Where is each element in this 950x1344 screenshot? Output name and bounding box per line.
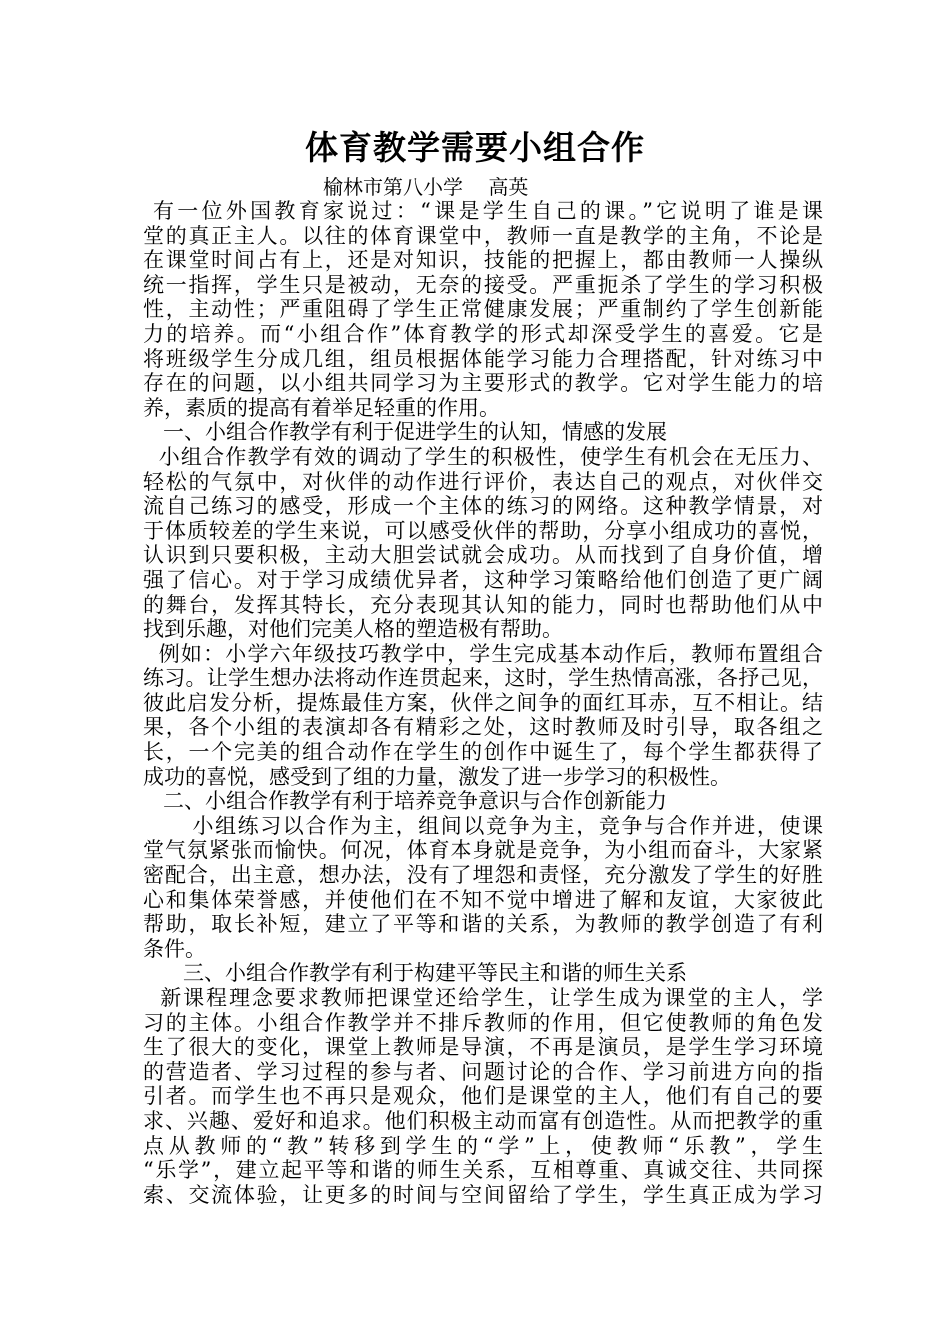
text-line: 心和集体荣誉感，并使他们在不知不觉中增进了解和友谊，大家彼此 [143,887,823,912]
text-line: 认识到只要积极，主动大胆尝试就会成功。从而找到了自身价值，增 [143,543,823,568]
text-line: 二、小组合作教学有利于培养竞争意识与合作创新能力 [143,789,668,814]
text-line: 性，主动性；严重阻碍了学生正常健康发展；严重制约了学生创新能 [143,297,823,322]
text-line: 果，各个小组的表演却各有精彩之处，这时教师及时引导，取各组之 [143,715,823,740]
text-line: 密配合，出主意，想办法，没有了埋怨和责怪，充分激发了学生的好胜 [143,863,823,888]
text-line: 堂气氛紧张而愉快。何况，体育本身就是竞争，为小组而奋斗，大家紧 [143,838,823,863]
document-title: 体育教学需要小组合作 [305,128,645,167]
text-line: 强了信心。对于学习成绩优异者，这种学习策略给他们创造了更广阔 [143,567,823,592]
text-line: 生了很大的变化，课堂上教师是导演，不再是演员，是学生学习环境 [143,1035,823,1060]
text-line: 在课堂时间占有上，还是对知识，技能的把握上，都由教师一人操纵 [143,248,823,273]
text-line: 彼此启发分析，提炼最佳方案，伙伴之间争的面红耳赤，互不相让。结 [143,690,823,715]
text-line: 索、交流体验，让更多的时间与空间留给了学生，学生真正成为学习 [143,1182,823,1207]
text-line: 于体质较差的学生来说，可以感受伙伴的帮助，分享小组成功的喜悦， [143,518,823,543]
document-body [143,199,823,1207]
text-line: 小组练习以合作为主，组间以竞争为主，竞争与合作并进，使课 [143,813,823,838]
text-line: 小组合作教学有效的调动了学生的积极性，使学生有机会在无压力、 [143,444,823,469]
text-line: “乐学”，建立起平等和谐的师生关系，互相尊重、真诚交往、共同探 [143,1158,823,1183]
text-line: 成功的喜悦，感受到了组的力量，激发了进一步学习的积极性。 [143,764,731,789]
text-line: 找到乐趣，对他们完美人格的塑造极有帮助。 [143,617,563,642]
text-line: 习的主体。小组合作教学并不排斥教师的作用，但它使教师的角色发 [143,1010,823,1035]
text-line: 帮助，取长补短，建立了平等和谐的关系，为教师的教学创造了有利 [143,912,823,937]
text-line: 堂的真正主人。以往的体育课堂中，教师一直是教学的主角，不论是 [143,223,823,248]
text-line: 轻松的气氛中，对伙伴的动作进行评价，表达自己的观点，对伙伴交 [143,469,823,494]
text-line: 求、兴趣、爱好和追求。他们积极主动而富有创造性。从而把教学的重 [143,1108,823,1133]
text-line: 力的培养。而“小组合作”体育教学的形式却深受学生的喜爱。它是 [143,321,823,346]
text-line: 的舞台，发挥其特长，充分表现其认知的能力，同时也帮助他们从中 [143,592,823,617]
text-line: 一、小组合作教学有利于促进学生的认知，情感的发展 [143,420,668,445]
text-line: 长，一个完美的组合动作在学生的创作中诞生了，每个学生都获得了 [143,740,823,765]
text-line: 养，素质的提高有着举足轻重的作用。 [143,395,500,420]
author-byline: 榆林市第八小学 高英 [323,175,529,199]
text-line: 有一位外国教育家说过：“课是学生自己的课。”它说明了谁是课 [143,199,823,223]
text-line: 统一指挥，学生只是被动，无奈的接受。严重扼杀了学生的学习积极 [143,272,823,297]
text-line: 三、小组合作教学有利于构建平等民主和谐的师生关系 [143,961,688,986]
text-line: 例如：小学六年级技巧教学中，学生完成基本动作后，教师布置组合 [143,641,823,666]
text-line: 练习。让学生想办法将动作连贯起来，这时，学生热情高涨，各抒己见， [143,666,823,691]
text-line: 的营造者、学习过程的参与者、问题讨论的合作、学习前进方向的指 [143,1059,823,1084]
text-line: 流自己练习的感受，形成一个主体的练习的网络。这种教学情景，对 [143,494,823,519]
text-line: 新课程理念要求教师把课堂还给学生，让学生成为课堂的主人，学 [143,986,823,1010]
text-line: 条件。 [143,936,206,961]
text-line: 点从教师的“教”转移到学生的“学”上，使教师“乐教”，学生 [143,1133,823,1158]
text-line: 存在的问题，以小组共同学习为主要形式的教学。它对学生能力的培 [143,371,823,396]
text-line: 将班级学生分成几组，组员根据体能学习能力合理搭配，针对练习中 [143,346,823,371]
text-line: 引者。而学生也不再只是观众，他们是课堂的主人，他们有自己的要 [143,1084,823,1109]
